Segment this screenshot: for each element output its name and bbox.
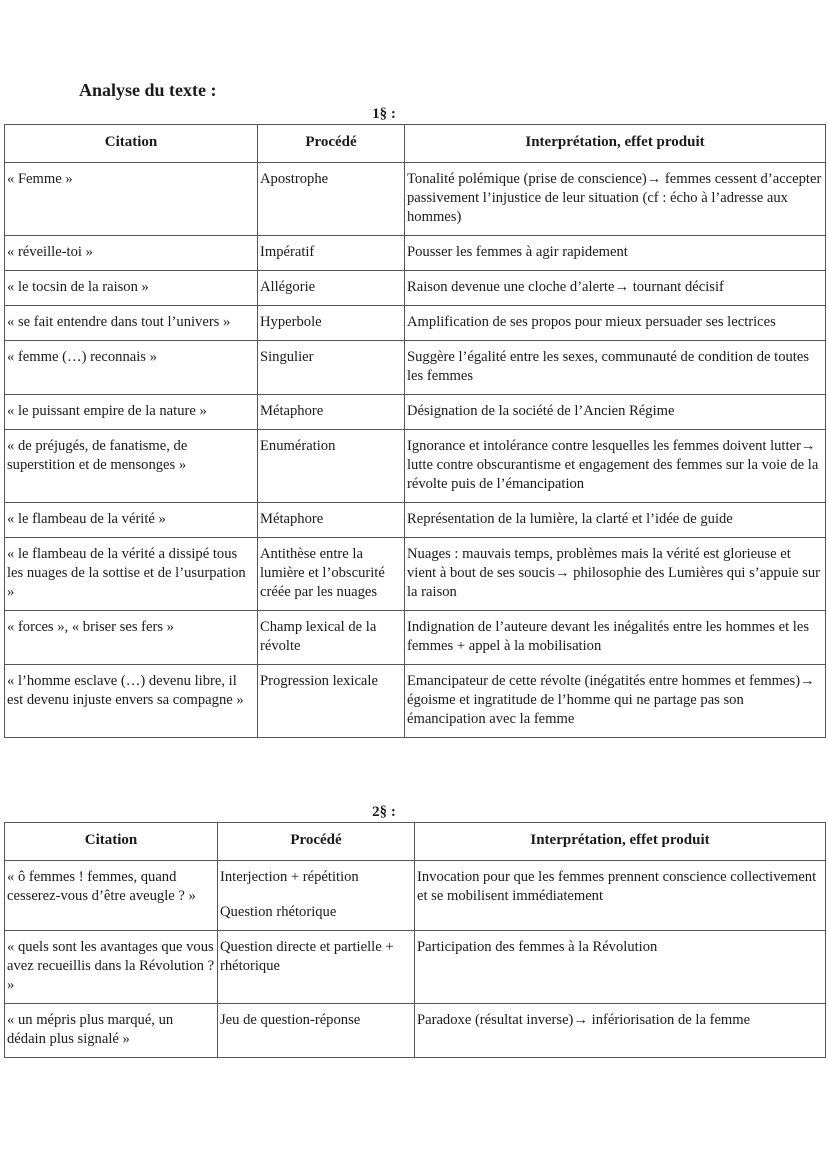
procede-cell: Jeu de question-réponse bbox=[218, 1004, 415, 1058]
procede-cell: Singulier bbox=[258, 341, 405, 395]
table-row bbox=[5, 271, 826, 306]
citation-cell: « forces », « briser ses fers » bbox=[5, 611, 258, 665]
page-title: Analyse du texte : bbox=[79, 80, 217, 100]
section-2-heading: 2§ : bbox=[372, 804, 396, 820]
citation-cell: « ô femmes ! femmes, quand cesserez-vous d’être aveugle ? » bbox=[5, 861, 218, 931]
interpretation-cell: Ignorance et intolérance contre lesquelles les femmes doivent lutter→ lutte contre obscurantisme et engagement des femmes sur la voie de la révolte puis de l’émancipation bbox=[405, 430, 826, 503]
table-header-row bbox=[5, 823, 826, 861]
interpretation-cell: Participation des femmes à la Révolution bbox=[415, 931, 826, 1004]
procede-cell: Apostrophe bbox=[258, 163, 405, 236]
header-procede: Procédé bbox=[218, 823, 415, 861]
procede-line: Interjection + répétition bbox=[220, 869, 359, 885]
citation-cell: « de préjugés, de fanatisme, de superstition et de mensonges » bbox=[5, 430, 258, 503]
interpretation-cell: Tonalité polémique (prise de conscience)→ femmes cessent d’accepter passivement l’injustice de leur situation (cf : écho à l’adresse aux hommes) bbox=[405, 163, 826, 236]
table-row bbox=[5, 665, 826, 738]
interpretation-cell: Amplification de ses propos pour mieux persuader ses lectrices bbox=[405, 306, 826, 341]
header-procede: Procédé bbox=[258, 125, 405, 163]
citation-cell: « l’homme esclave (…) devenu libre, il est devenu injuste envers sa compagne » bbox=[5, 665, 258, 738]
section-1-heading: 1§ : bbox=[372, 106, 396, 122]
citation-cell: « le puissant empire de la nature » bbox=[5, 395, 258, 430]
procede-cell: Progression lexicale bbox=[258, 665, 405, 738]
citation-cell: « femme (…) reconnais » bbox=[5, 341, 258, 395]
interpretation-cell: Suggère l’égalité entre les sexes, communauté de condition de toutes les femmes bbox=[405, 341, 826, 395]
header-citation: Citation bbox=[5, 125, 258, 163]
table-row bbox=[5, 538, 826, 611]
table-row bbox=[5, 611, 826, 665]
header-interpretation: Interprétation, effet produit bbox=[405, 125, 826, 163]
table-row bbox=[5, 306, 826, 341]
interpretation-cell: Représentation de la lumière, la clarté et l’idée de guide bbox=[405, 503, 826, 538]
procede-line: Question rhétorique bbox=[220, 904, 337, 920]
citation-cell: « Femme » bbox=[5, 163, 258, 236]
table-row bbox=[5, 503, 826, 538]
interpretation-cell: Désignation de la société de l’Ancien Régime bbox=[405, 395, 826, 430]
procede-cell: Enumération bbox=[258, 430, 405, 503]
interpretation-cell: Pousser les femmes à agir rapidement bbox=[405, 236, 826, 271]
procede-cell: Antithèse entre la lumière et l’obscurité créée par les nuages bbox=[258, 538, 405, 611]
header-interpretation: Interprétation, effet produit bbox=[415, 823, 826, 861]
procede-cell: Champ lexical de la révolte bbox=[258, 611, 405, 665]
procede-cell: Question directe et partielle + rhétorique bbox=[218, 931, 415, 1004]
interpretation-cell: Paradoxe (résultat inverse)→ infériorisation de la femme bbox=[415, 1004, 826, 1058]
table-header-row bbox=[5, 125, 826, 163]
procede-cell: Impératif bbox=[258, 236, 405, 271]
interpretation-cell: Emancipateur de cette révolte (inégatités entre hommes et femmes)→ égoisme et ingratitude de l’homme qui ne partage pas son émancipation avec la femme bbox=[405, 665, 826, 738]
table-row bbox=[5, 861, 826, 931]
interpretation-cell: Invocation pour que les femmes prennent conscience collectivement et se mobilisent immédiatement bbox=[415, 861, 826, 931]
table-row bbox=[5, 236, 826, 271]
citation-cell: « se fait entendre dans tout l’univers » bbox=[5, 306, 258, 341]
citation-cell: « le flambeau de la vérité » bbox=[5, 503, 258, 538]
table-row bbox=[5, 163, 826, 236]
procede-cell bbox=[218, 861, 415, 931]
table-row bbox=[5, 1004, 826, 1058]
analysis-table-2 bbox=[4, 822, 826, 1058]
procede-cell: Métaphore bbox=[258, 395, 405, 430]
citation-cell: « quels sont les avantages que vous avez recueillis dans la Révolution ? » bbox=[5, 931, 218, 1004]
analysis-table-1 bbox=[4, 124, 826, 738]
citation-cell: « le flambeau de la vérité a dissipé tous les nuages de la sottise et de l’usurpation » bbox=[5, 538, 258, 611]
table-row bbox=[5, 430, 826, 503]
header-citation: Citation bbox=[5, 823, 218, 861]
table-row bbox=[5, 341, 826, 395]
interpretation-cell: Indignation de l’auteure devant les inégalités entre les hommes et les femmes + appel à la mobilisation bbox=[405, 611, 826, 665]
procede-cell: Hyperbole bbox=[258, 306, 405, 341]
procede-cell: Métaphore bbox=[258, 503, 405, 538]
procede-cell: Allégorie bbox=[258, 271, 405, 306]
table-row bbox=[5, 931, 826, 1004]
interpretation-cell: Nuages : mauvais temps, problèmes mais la vérité est glorieuse et vient à bout de ses soucis→ philosophie des Lumières qui s’appuie sur la raison bbox=[405, 538, 826, 611]
table-row bbox=[5, 395, 826, 430]
citation-cell: « le tocsin de la raison » bbox=[5, 271, 258, 306]
citation-cell: « un mépris plus marqué, un dédain plus signalé » bbox=[5, 1004, 218, 1058]
interpretation-cell: Raison devenue une cloche d’alerte→ tournant décisif bbox=[405, 271, 826, 306]
citation-cell: « réveille-toi » bbox=[5, 236, 258, 271]
